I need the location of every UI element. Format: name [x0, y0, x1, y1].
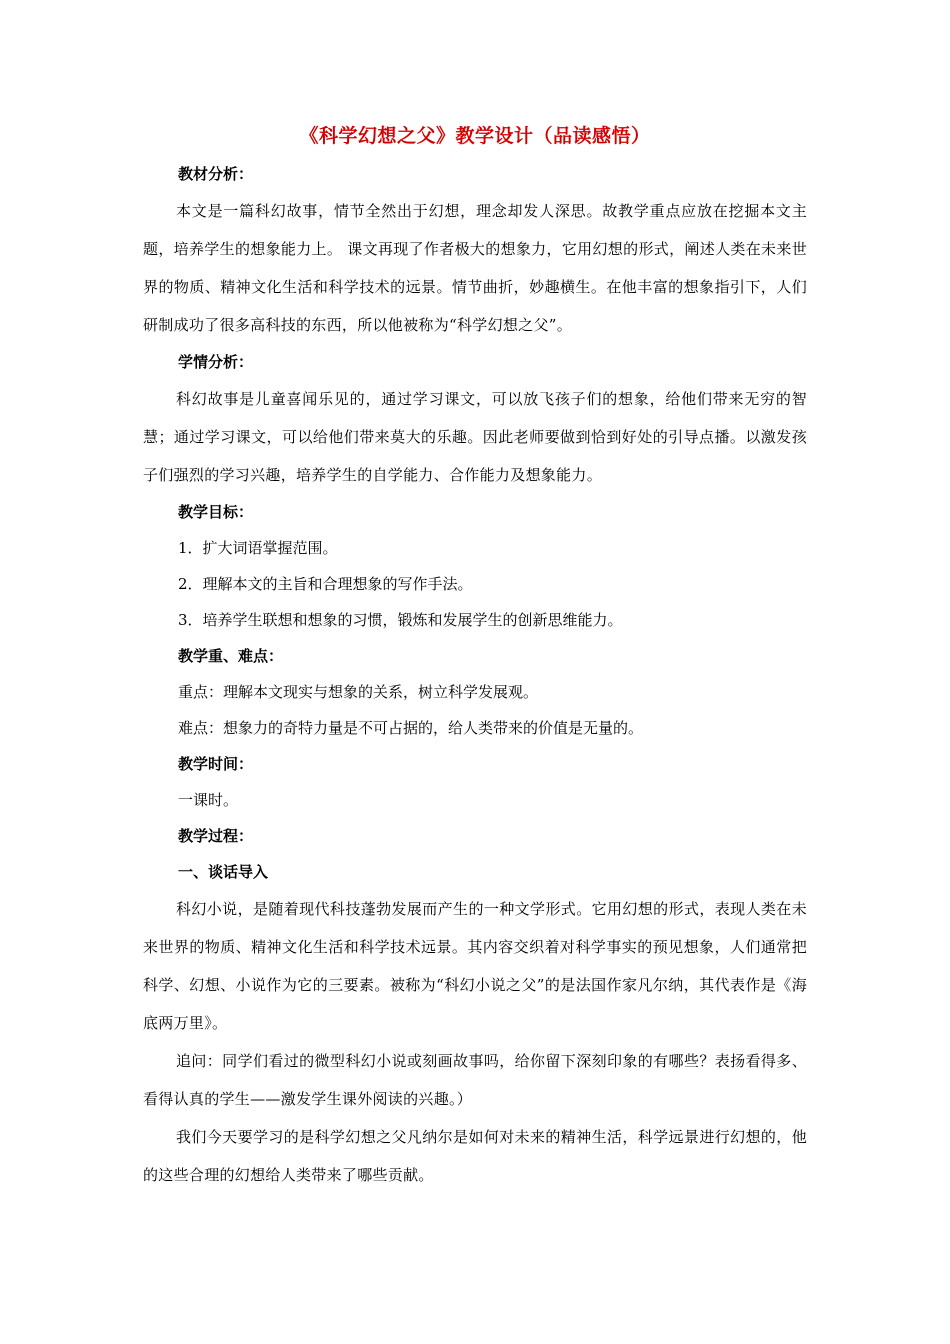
document-title: 《科学幻想之父》教学设计（品读感悟） — [299, 125, 651, 147]
material-analysis-heading: 教材分析： — [178, 165, 254, 183]
teaching-process-heading: 教学过程： — [178, 827, 254, 845]
step1-intro: 我们今天要学习的是科学幻想之父凡纳尔是如何对未来的精神生活，科学远景进行幻想的，他的这些合理的幻想给人类带来了哪些贡献。 — [143, 1128, 807, 1184]
step1-heading: 一、谈话导入 — [178, 863, 269, 881]
key-point-text: 重点：理解本文现实与想象的关系，树立科学发展观。 — [178, 683, 539, 701]
step1-text: 科幻小说，是随着现代科技蓬勃发展而产生的一种文学形式。它用幻想的形式，表现人类在未来世界的物质、精神文化生活和科学技术远景。其内容交织着对科学事实的预见想象，人们通常把科学、幻想、小说作为它的三要素。被称为“科幻小说之父”的是法国作家凡尔纳，其代表作是《海底两万里》。 — [143, 900, 807, 1032]
goal-item: 3．培养学生联想和想象的习惯，锻炼和发展学生的创新思维能力。 — [178, 611, 623, 629]
goal-item: 2．理解本文的主旨和合理想象的写作手法。 — [178, 575, 473, 593]
step1-question: 追问：同学们看过的微型科幻小说或刻画故事吗，给你留下深刻印象的有哪些？表扬看得多、看得认真的学生——激发学生课外阅读的兴趣。） — [143, 1052, 807, 1108]
teaching-time-heading: 教学时间： — [178, 755, 254, 773]
key-points-heading: 教学重、难点： — [178, 647, 284, 665]
teaching-goals-heading: 教学目标： — [178, 503, 254, 521]
document-page — [143, 116, 807, 1194]
student-analysis-heading: 学情分析： — [178, 353, 254, 371]
student-analysis-text: 科幻故事是儿童喜闻乐见的，通过学习课文，可以放飞孩子们的想象，给他们带来无穷的智慧；通过学习课文，可以给他们带来莫大的乐趣。因此老师要做到恰到好处的引导点播。以激发孩子们强烈的学习兴趣，培养学生的自学能力、合作能力及想象能力。 — [143, 390, 807, 484]
teaching-time-text: 一课时。 — [178, 791, 239, 809]
goal-item: 1．扩大词语掌握范围。 — [178, 539, 338, 557]
difficulty-text: 难点：想象力的奇特力量是不可占据的，给人类带来的价值是无量的。 — [178, 719, 644, 737]
material-analysis-text: 本文是一篇科幻故事，情节全然出于幻想，理念却发人深思。故教学重点应放在挖掘本文主题，培养学生的想象能力上。 课文再现了作者极大的想象力，它用幻想的形式，阐述人类在未来世界的物质、精神文化生活和科学技术的远景。情节曲折，妙趣横生。在他丰富的想象指引下，人们研制成功了很多高科技的东西，所以他被称为“科学幻想之父”。 — [143, 202, 807, 334]
